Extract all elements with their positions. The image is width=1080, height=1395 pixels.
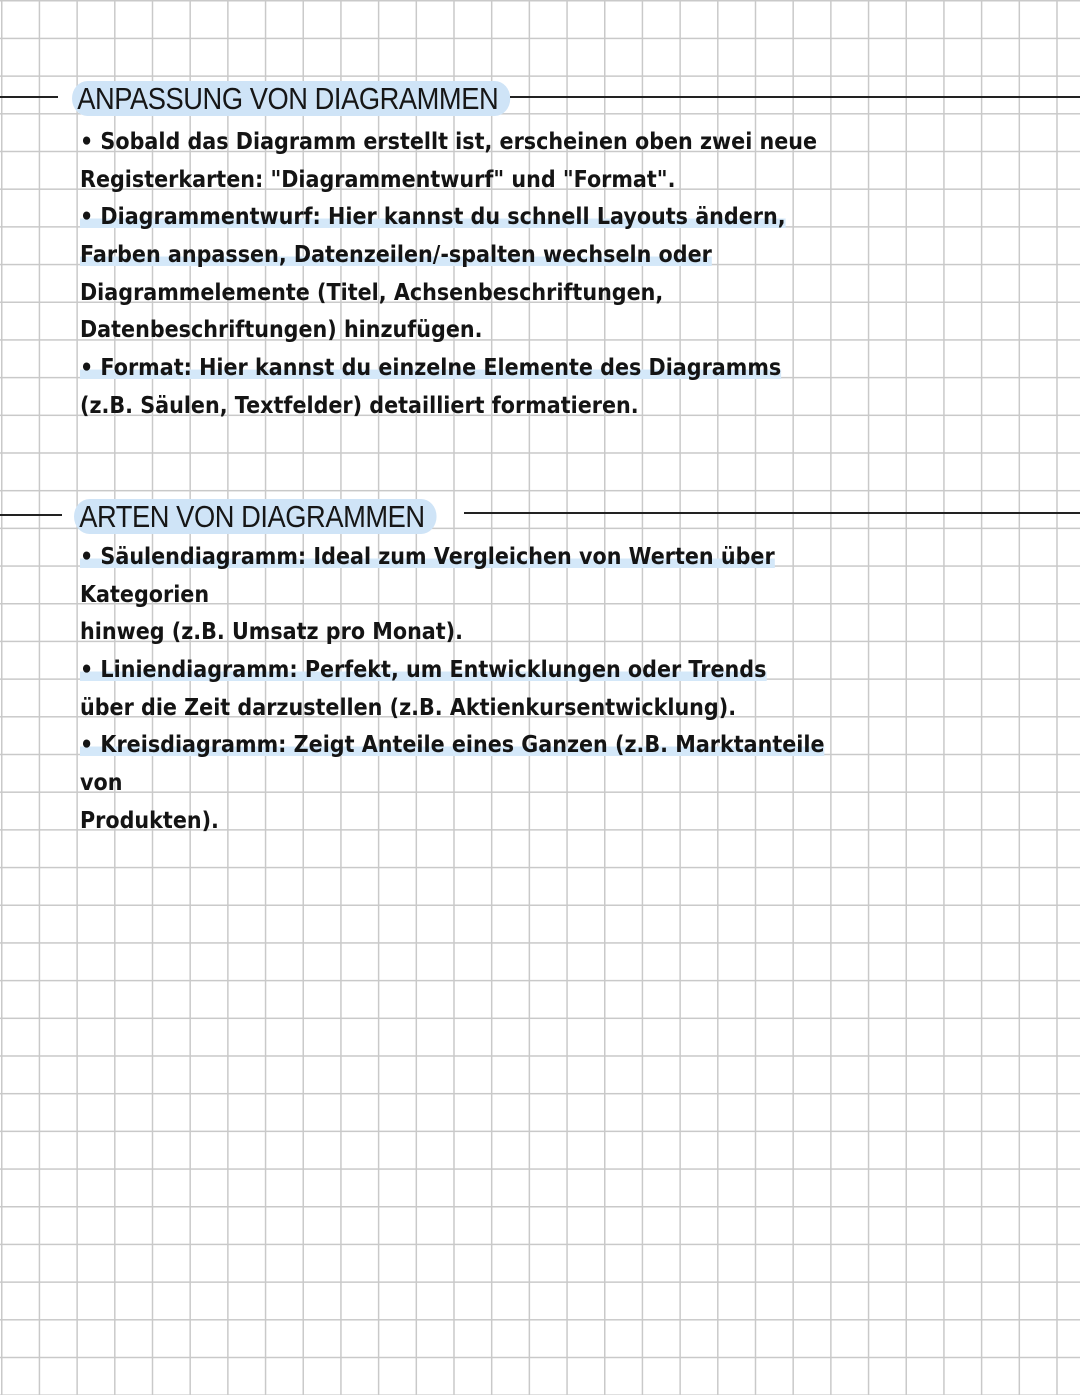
section-1-line-1: • Sobald das Diagramm erstellt ist, erscheinen oben zwei neue [80,129,818,155]
section-1-line-3: • Diagrammentwurf: Hier kannst du schnell Layouts ändern, [80,204,786,231]
section-1-rule-left [0,96,58,98]
section-2-line-8: Produkten). [80,807,219,834]
section-1-line-4: Farben anpassen, Datenzeilen/-spalten wechseln oder [80,242,712,269]
section-2-line-7: von [80,770,123,797]
section-2-line-2: Kategorien [80,581,210,608]
section-1-heading [72,80,511,118]
section-2-rule-right [464,512,1080,514]
section-1-line-8: (z.B. Säulen, Textfelder) detailliert formatieren. [80,392,639,419]
section-1-line-6: Datenbeschriftungen) hinzufügen. [80,317,483,344]
section-2-body [80,539,827,841]
section-1-line-5: Diagrammelemente (Titel, Achsenbeschriftungen, [80,279,664,306]
section-2-rule-left [0,514,62,516]
section-2-heading [74,498,437,536]
section-1-line-2: Registerkarten: "Diagrammentwurf" und "Format". [80,166,676,193]
section-2-line-5: über die Zeit darzustellen (z.B. Aktienkursentwicklung). [80,694,737,721]
section-1-rule-right [510,96,1080,98]
section-2-line-3: hinweg (z.B. Umsatz pro Monat). [80,619,463,646]
section-2-line-6: • Kreisdiagramm: Zeigt Anteile eines Ganzen (z.B. Marktanteile [80,732,825,759]
section-2-line-1: • Säulendiagramm: Ideal zum Vergleichen von Werten über [80,544,775,570]
section-2-heading-text: ARTEN VON DIAGRAMMEN [74,499,437,534]
section-1-line-7: • Format: Hier kannst du einzelne Elemente des Diagramms [80,355,782,382]
section-2-line-4: • Liniendiagramm: Perfekt, um Entwicklungen oder Trends [80,657,767,684]
section-1-body [80,124,827,426]
section-1-heading-text: ANPASSUNG VON DIAGRAMMEN [72,81,511,116]
